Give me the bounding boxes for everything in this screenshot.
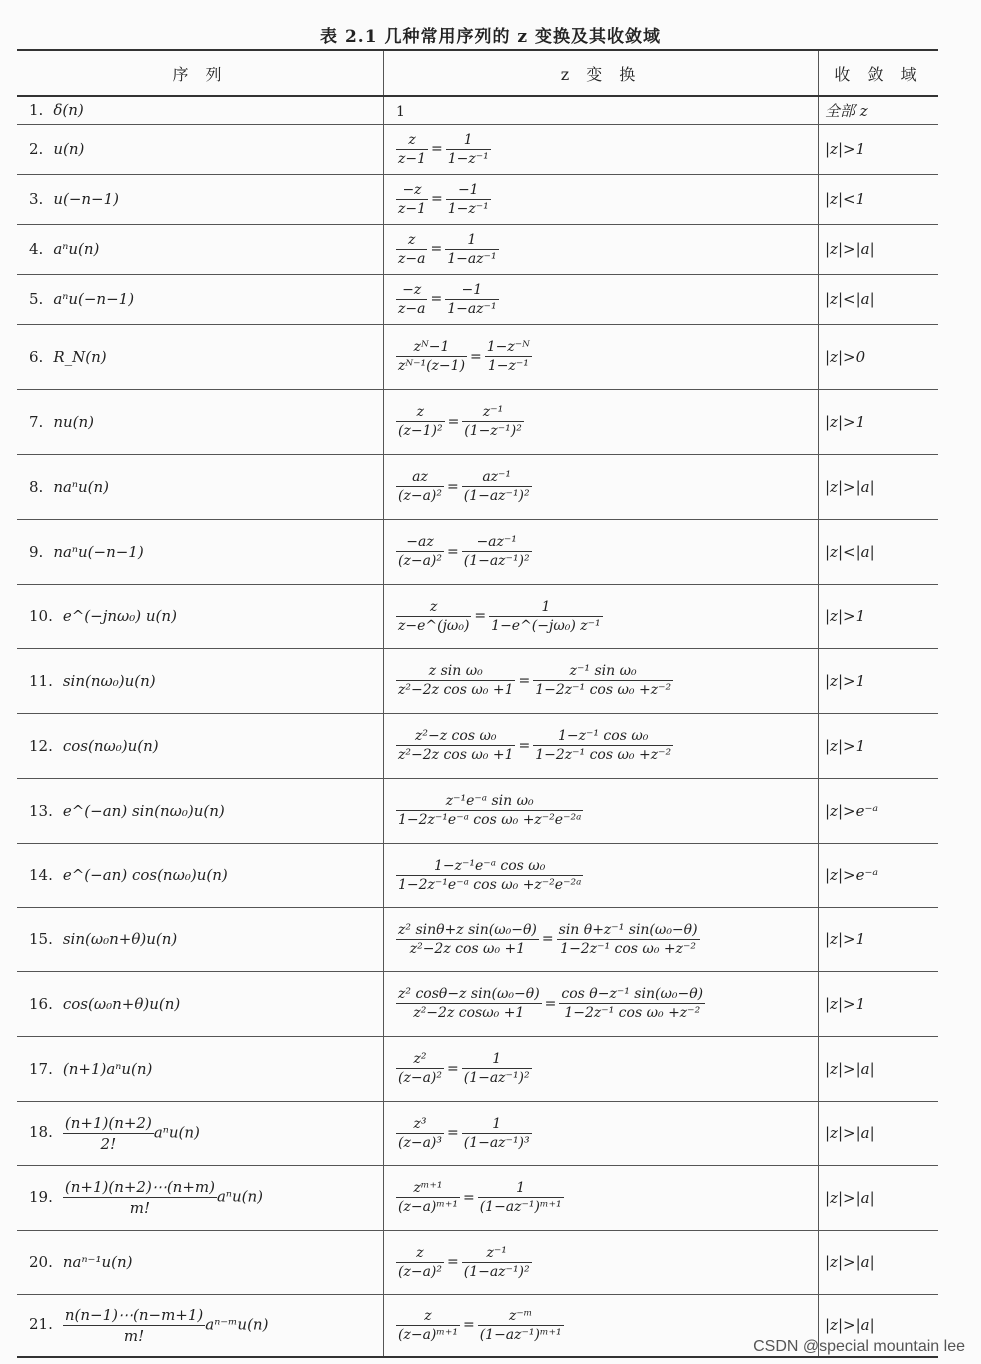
transform-fraction-2-denominator: (1−az⁻¹)²: [463, 1263, 530, 1280]
transform-expr: [396, 534, 532, 569]
sequence-cell: [17, 1036, 384, 1101]
roc-cell: |z|>1: [819, 713, 939, 778]
transform-cell: [384, 454, 819, 519]
sequence-expr: aⁿu(n): [53, 240, 100, 258]
transform-fraction-2: [533, 663, 673, 698]
transform-fraction-1: [396, 986, 542, 1021]
transform-expr: [396, 857, 583, 893]
row-number: 13.: [29, 801, 53, 820]
transform-fraction-1-numerator: z: [396, 132, 428, 150]
transform-fraction-1-denominator: z²−2z cosω₀ +1: [413, 1005, 525, 1021]
transform-fraction-2-numerator: z⁻ᵐ: [478, 1308, 564, 1326]
row-number: 19.: [29, 1187, 53, 1206]
transform-fraction-2-numerator: z⁻¹: [462, 1245, 532, 1263]
transform-fraction-2: [462, 1245, 532, 1280]
transform-fraction-1-denominator: z²−2z cos ω₀ +1: [409, 940, 526, 957]
transform-fraction-1-numerator: z²−z cos ω₀: [396, 728, 515, 746]
transform-cell: [384, 907, 819, 971]
transform-cell: [384, 778, 819, 843]
table-row: [17, 324, 938, 389]
transform-expr: [396, 986, 705, 1021]
transform-fraction-1-denominator: z−e^(jω₀): [398, 617, 470, 634]
transform-fraction-2: [533, 728, 673, 763]
transform-fraction-2-denominator: (1−az⁻¹)ᵐ⁺¹: [479, 1326, 562, 1343]
transform-fraction-1-numerator: z⁻¹e⁻ᵃ sin ω₀: [396, 793, 583, 811]
header-roc: 收 敛 域: [819, 50, 939, 96]
transform-cell: [384, 224, 819, 274]
equals-sign: =: [447, 1254, 459, 1270]
transform-fraction-1-numerator: −az: [396, 534, 444, 552]
sequence-expr: δ(n): [53, 101, 84, 120]
transform-fraction-1-numerator: z²: [396, 1051, 444, 1069]
table-title: 表 2.1 几种常用序列的 z 变换及其收敛域: [320, 27, 661, 47]
row-number: 4.: [29, 240, 44, 258]
transform-expr: [396, 339, 532, 374]
sequence-expr: (n+1)aⁿu(n): [62, 1059, 153, 1078]
roc-cell: |z|<1: [819, 174, 939, 224]
row-number: 9.: [29, 542, 44, 561]
transform-fraction-1: [396, 858, 583, 893]
transform-fraction-2-denominator: 1−z⁻¹: [447, 150, 489, 167]
transform-fraction-2-numerator: cos θ−z⁻¹ sin(ω₀−θ): [561, 986, 704, 1002]
transform-fraction-2-numerator: 1−z⁻¹ cos ω₀: [533, 728, 673, 746]
transform-fraction-2: [445, 232, 498, 267]
sequence-fraction-denominator: m!: [129, 1199, 151, 1217]
sequence-expr: e^(−jnω₀) u(n): [62, 607, 177, 625]
transform-fraction-2: [462, 534, 532, 569]
roc-cell: |z|<|a|: [819, 519, 939, 584]
transform-fraction-1: [396, 132, 428, 167]
header-row: [17, 50, 938, 96]
row-number: 5.: [29, 290, 44, 308]
table-row: [17, 1230, 938, 1294]
transform-fraction-1-numerator: −z: [396, 182, 428, 200]
table-row: [17, 584, 938, 648]
transform-fraction-2: [462, 1116, 532, 1151]
transform-fraction-1-numerator: −z: [396, 282, 427, 300]
table-row: [17, 96, 938, 124]
sequence-cell: [17, 324, 384, 389]
equals-sign: =: [518, 672, 531, 689]
sequence-expr: e^(−an) sin(nω₀)u(n): [62, 801, 225, 820]
transform-cell: [384, 274, 819, 324]
sequence-cell: [17, 274, 384, 324]
transform-fraction-2-denominator: (1−az⁻¹)²: [463, 488, 530, 504]
sequence-expr: cos(nω₀)u(n): [62, 736, 159, 755]
roc-cell: |z|>e⁻ᵃ: [819, 843, 939, 907]
table-row: [17, 907, 938, 971]
transform-cell: [384, 843, 819, 907]
transform-fraction-2-denominator: 1−2z⁻¹ cos ω₀ +z⁻²: [535, 682, 672, 698]
transform-fraction-1-denominator: z²−2z cos ω₀ +1: [398, 747, 514, 763]
header-transform: z 变 换: [384, 50, 819, 96]
transform-fraction-1: [396, 1245, 444, 1280]
equals-sign: =: [447, 543, 459, 560]
sequence-expr: sin(ω₀n+θ)u(n): [62, 930, 178, 948]
table-row: [17, 1101, 938, 1165]
table-row: [17, 174, 938, 224]
sequence-cell: [17, 778, 384, 843]
row-number: 1.: [29, 101, 44, 120]
sequence-cell: [17, 907, 384, 971]
equals-sign: =: [431, 141, 443, 157]
transform-fraction-1-denominator: (z−a)²: [398, 553, 442, 569]
sequence-expr: R_N(n): [53, 347, 107, 366]
watermark: CSDN @special mountain lee: [753, 1338, 965, 1355]
roc-cell: |z|>|a|: [819, 1230, 939, 1294]
transform-fraction-1-denominator: (z−a)ᵐ⁺¹: [398, 1326, 458, 1343]
roc-cell: |z|>|a|: [819, 1101, 939, 1165]
transform-cell: [384, 648, 819, 713]
row-number: 15.: [29, 930, 53, 948]
transform-fraction-1: [396, 534, 444, 569]
sequence-fraction-denominator: 2!: [100, 1134, 117, 1153]
table-row: [17, 1036, 938, 1101]
transform-fraction-1: [396, 663, 515, 698]
transform-fraction-2-numerator: 1−z⁻ᴺ: [486, 339, 530, 355]
transform-expr: [396, 469, 532, 504]
row-number: 6.: [29, 347, 44, 366]
sequence-expr: e^(−an) cos(nω₀)u(n): [62, 866, 228, 884]
roc-cell: |z|>1: [819, 124, 939, 174]
transform-fraction-2: [446, 132, 491, 167]
sequence-expr: naⁿu(−n−1): [53, 542, 144, 561]
transform-expr: [396, 1180, 564, 1215]
transform-fraction-1: [396, 404, 445, 439]
roc-cell: |z|>1: [819, 584, 939, 648]
transform-expr: [396, 181, 491, 217]
transform-fraction-2: [462, 469, 532, 504]
transform-fraction-2-numerator: z⁻¹ sin ω₀: [533, 663, 673, 681]
transform-fraction-1-denominator: z−a: [398, 250, 426, 267]
transform-cell: [384, 971, 819, 1036]
transform-fraction-2-denominator: 1−2z⁻¹ cos ω₀ +z⁻²: [560, 940, 697, 957]
transform-fraction-1-numerator: zᵐ⁺¹: [396, 1180, 460, 1198]
transform-expr: [396, 404, 524, 439]
transform-fraction-2-denominator: (1−az⁻¹)³: [463, 1134, 530, 1151]
transform-fraction-1-numerator: z² sinθ+z sin(ω₀−θ): [398, 921, 537, 938]
sequence-cell: [17, 224, 384, 274]
transform-cell: [384, 1101, 819, 1165]
equals-sign: =: [462, 1317, 475, 1334]
row-number: 21.: [29, 1315, 53, 1334]
equals-sign: =: [541, 931, 554, 947]
transform-cell: [384, 1036, 819, 1101]
sequence-expr: nu(n): [53, 412, 94, 431]
roc-cell: |z|>|a|: [819, 1165, 939, 1230]
transform-fraction-2-numerator: 1: [445, 232, 498, 250]
transform-fraction-2: [478, 1308, 564, 1343]
transform-fraction-2-numerator: 1: [446, 132, 491, 150]
row-number: 20.: [29, 1253, 53, 1271]
transform-expr: [396, 921, 700, 957]
roc-cell: |z|>1: [819, 907, 939, 971]
transform-expr: [396, 1051, 532, 1086]
table-row: [17, 519, 938, 584]
transform-fraction-2: [446, 182, 491, 217]
transform-fraction-1-denominator: z²−2z cos ω₀ +1: [398, 682, 514, 698]
row-number: 3.: [29, 190, 44, 208]
transform-expr: [396, 1115, 532, 1151]
transform-expr: [396, 793, 583, 828]
sequence-cell: [17, 96, 384, 124]
transform-fraction-1-denominator: (z−a)²: [398, 1070, 442, 1086]
transform-fraction-1-denominator: zᴺ⁻¹(z−1): [398, 358, 466, 374]
transform-fraction-1-denominator: 1−2z⁻¹e⁻ᵃ cos ω₀ +z⁻²e⁻²ᵃ: [398, 812, 582, 828]
transform-fraction-1-denominator: 1−2z⁻¹e⁻ᵃ cos ω₀ +z⁻²e⁻²ᵃ: [398, 876, 582, 893]
sequence-cell: [17, 713, 384, 778]
equals-sign: =: [447, 478, 459, 495]
transform-fraction-2-numerator: 1: [478, 1180, 564, 1198]
table-row: [17, 274, 938, 324]
roc-cell: |z|>|a|: [819, 1036, 939, 1101]
table-row: [17, 971, 938, 1036]
transform-fraction-1-numerator: z sin ω₀: [396, 663, 515, 681]
transform-cell: [384, 124, 819, 174]
sequence-fraction-numerator: n(n−1)⋯(n−m+1): [64, 1305, 204, 1324]
transform-fraction-1: [396, 793, 583, 828]
row-number: 8.: [29, 477, 44, 496]
sequence-tail: aⁿ⁻ᵐu(n): [205, 1315, 269, 1334]
transform-fraction-1-numerator: z: [396, 1245, 444, 1263]
row-number: 10.: [29, 607, 53, 625]
transform-fraction-2: [462, 1051, 532, 1086]
row-number: 16.: [29, 994, 53, 1013]
row-number: 11.: [29, 671, 53, 690]
sequence-cell: [17, 174, 384, 224]
roc-cell: |z|>|a|: [819, 454, 939, 519]
table-row: [17, 778, 938, 843]
transform-expr: [396, 231, 499, 267]
sequence-tail: aⁿu(n): [153, 1123, 200, 1141]
transform-value: 1: [396, 103, 405, 120]
row-number: 17.: [29, 1059, 53, 1078]
equals-sign: =: [447, 1060, 459, 1077]
roc-cell: |z|>0: [819, 324, 939, 389]
transform-fraction-2-numerator: 1: [462, 1051, 532, 1069]
sequence-fraction: [63, 1114, 154, 1153]
transform-fraction-2-numerator: z⁻¹: [462, 404, 524, 422]
transform-expr: [396, 1244, 532, 1280]
transform-fraction-2-numerator: 1: [462, 1116, 532, 1134]
transform-fraction-1: [396, 599, 471, 634]
sequence-cell: [17, 389, 384, 454]
sequence-cell: [17, 971, 384, 1036]
transform-fraction-1-denominator: z−1: [398, 200, 427, 217]
transform-cell: [384, 174, 819, 224]
transform-cell: [384, 324, 819, 389]
transform-expr: [396, 104, 405, 120]
transform-fraction-1-numerator: zᴺ−1: [396, 339, 467, 357]
transform-fraction-1-numerator: 1−z⁻¹e⁻ᵃ cos ω₀: [396, 858, 583, 876]
equals-sign: =: [447, 1125, 459, 1141]
transform-cell: [384, 389, 819, 454]
transform-fraction-1: [396, 232, 427, 267]
sequence-expr: u(n): [53, 140, 85, 158]
transform-fraction-1-numerator: z: [396, 232, 427, 250]
transform-fraction-1: [396, 728, 515, 763]
sequence-fraction-numerator: (n+1)(n+2)⋯(n+m): [64, 1178, 215, 1196]
transform-cell: [384, 584, 819, 648]
sequence-fraction-denominator: m!: [123, 1326, 145, 1345]
transform-expr: [396, 281, 499, 317]
roc-cell: |z|>e⁻ᵃ: [819, 778, 939, 843]
table-row: [17, 454, 938, 519]
transform-cell: [384, 713, 819, 778]
transform-expr: [396, 663, 673, 698]
transform-fraction-2-numerator: −1: [445, 282, 498, 300]
transform-fraction-2-denominator: (1−az⁻¹)²: [463, 1070, 530, 1086]
transform-expr: [396, 1307, 564, 1343]
sequence-expr: aⁿu(−n−1): [53, 290, 135, 308]
transform-fraction-2-numerator: sin θ+z⁻¹ sin(ω₀−θ): [558, 921, 698, 938]
row-number: 18.: [29, 1123, 53, 1141]
sequence-expr: cos(ω₀n+θ)u(n): [62, 994, 181, 1013]
transform-fraction-1-denominator: (z−1)²: [398, 423, 443, 439]
transform-fraction-1: [396, 282, 427, 317]
transform-fraction-1-numerator: z: [396, 1308, 460, 1326]
equals-sign: =: [462, 1189, 475, 1206]
roc-cell: |z|>|a|: [819, 224, 939, 274]
roc-cell: |z|>|a|: [819, 1294, 939, 1357]
roc-cell: |z|>1: [819, 389, 939, 454]
transform-fraction-2-numerator: −az⁻¹: [462, 534, 532, 552]
transform-fraction-2-denominator: 1−az⁻¹: [447, 300, 497, 317]
transform-fraction-2-denominator: (1−az⁻¹)ᵐ⁺¹: [479, 1199, 562, 1215]
roc-cell: |z|<|a|: [819, 274, 939, 324]
sequence-cell: [17, 843, 384, 907]
transform-fraction-2: [485, 339, 532, 374]
transform-fraction-2: [489, 599, 603, 634]
transform-fraction-2: [462, 404, 524, 439]
transform-fraction-2-numerator: 1: [489, 599, 603, 617]
table-row: [17, 1165, 938, 1230]
row-number: 2.: [29, 140, 44, 158]
transform-fraction-1: [396, 339, 467, 374]
equals-sign: =: [430, 291, 443, 307]
equals-sign: =: [470, 348, 482, 365]
header-sequence: 序 列: [17, 50, 384, 96]
transform-fraction-1-denominator: z−a: [398, 300, 426, 317]
transform-fraction-1: [396, 1116, 444, 1151]
transform-expr: [396, 728, 673, 763]
transform-fraction-2-denominator: 1−2z⁻¹ cos ω₀ +z⁻²: [535, 747, 672, 763]
transform-fraction-1-denominator: z−1: [398, 150, 427, 167]
sequence-cell: [17, 454, 384, 519]
transform-cell: [384, 96, 819, 124]
sequence-cell: [17, 124, 384, 174]
transform-fraction-2: [445, 282, 498, 317]
transform-fraction-1: [396, 1180, 460, 1215]
equals-sign: =: [431, 191, 443, 207]
roc-cell: 全部 z: [819, 96, 939, 124]
table-row: [17, 224, 938, 274]
row-number: 7.: [29, 412, 44, 431]
transform-fraction-1-denominator: (z−a)³: [398, 1134, 442, 1151]
transform-fraction-1-denominator: (z−a)ᵐ⁺¹: [398, 1199, 458, 1215]
transform-fraction-2: [557, 922, 700, 957]
transform-cell: [384, 519, 819, 584]
transform-fraction-2-denominator: 1−z⁻¹: [447, 200, 489, 217]
transform-fraction-2-denominator: 1−2z⁻¹ cos ω₀ +z⁻²: [564, 1005, 701, 1021]
sequence-tail: aⁿu(n): [216, 1187, 264, 1206]
sequence-cell: [17, 648, 384, 713]
transform-fraction-1-numerator: z² cosθ−z sin(ω₀−θ): [398, 986, 540, 1002]
transform-fraction-2-denominator: 1−e^(−jω₀) z⁻¹: [491, 617, 601, 634]
row-number: 14.: [29, 866, 53, 884]
roc-cell: |z|>1: [819, 971, 939, 1036]
equals-sign: =: [518, 737, 531, 754]
transform-fraction-1: [396, 182, 428, 217]
transform-fraction-2: [559, 986, 705, 1021]
transform-fraction-1-numerator: az: [396, 469, 444, 487]
sequence-expr: naⁿ⁻¹u(n): [62, 1253, 133, 1271]
transform-fraction-2: [478, 1180, 564, 1215]
roc-cell: |z|>1: [819, 648, 939, 713]
transform-fraction-1-numerator: z: [396, 404, 445, 422]
sequence-fraction-numerator: (n+1)(n+2): [64, 1113, 152, 1132]
sequence-fraction: [63, 1306, 205, 1345]
transform-fraction-2-denominator: (1−az⁻¹)²: [463, 553, 530, 569]
transform-cell: [384, 1230, 819, 1294]
table-row: [17, 648, 938, 713]
equals-sign: =: [544, 995, 557, 1012]
transform-fraction-1: [396, 469, 444, 504]
equals-sign: =: [447, 413, 460, 430]
equals-sign: =: [430, 241, 443, 257]
transform-fraction-1: [396, 1051, 444, 1086]
transform-fraction-1-denominator: (z−a)²: [398, 1263, 442, 1280]
table-row: [17, 843, 938, 907]
sequence-cell: [17, 1101, 384, 1165]
transform-expr: [396, 131, 491, 167]
transform-fraction-1: [396, 1308, 460, 1343]
transform-fraction-2-numerator: az⁻¹: [462, 469, 532, 487]
sequence-cell: [17, 519, 384, 584]
table-row: [17, 713, 938, 778]
equals-sign: =: [474, 608, 487, 624]
sequence-expr: naⁿu(n): [53, 477, 110, 496]
sequence-fraction: [63, 1178, 217, 1217]
transform-fraction-2-denominator: 1−z⁻¹: [487, 358, 529, 374]
table-row: [17, 124, 938, 174]
sequence-cell: [17, 1230, 384, 1294]
transform-fraction-1-denominator: (z−a)²: [398, 488, 442, 504]
table-row: [17, 389, 938, 454]
sequence-expr: sin(nω₀)u(n): [62, 671, 156, 690]
sequence-cell: [17, 1165, 384, 1230]
z-transform-table: [17, 49, 938, 1358]
transform-fraction-2-numerator: −1: [446, 182, 491, 200]
sequence-cell: [17, 584, 384, 648]
sequence-cell: [17, 1294, 384, 1357]
transform-fraction-1-numerator: z³: [396, 1116, 444, 1134]
transform-fraction-2-denominator: 1−az⁻¹: [447, 250, 497, 267]
transform-fraction-1-numerator: z: [396, 599, 471, 617]
sequence-expr: u(−n−1): [53, 190, 120, 208]
transform-fraction-1: [396, 922, 539, 957]
transform-fraction-2-denominator: (1−z⁻¹)²: [464, 423, 522, 439]
transform-cell: [384, 1165, 819, 1230]
row-number: 12.: [29, 736, 53, 755]
